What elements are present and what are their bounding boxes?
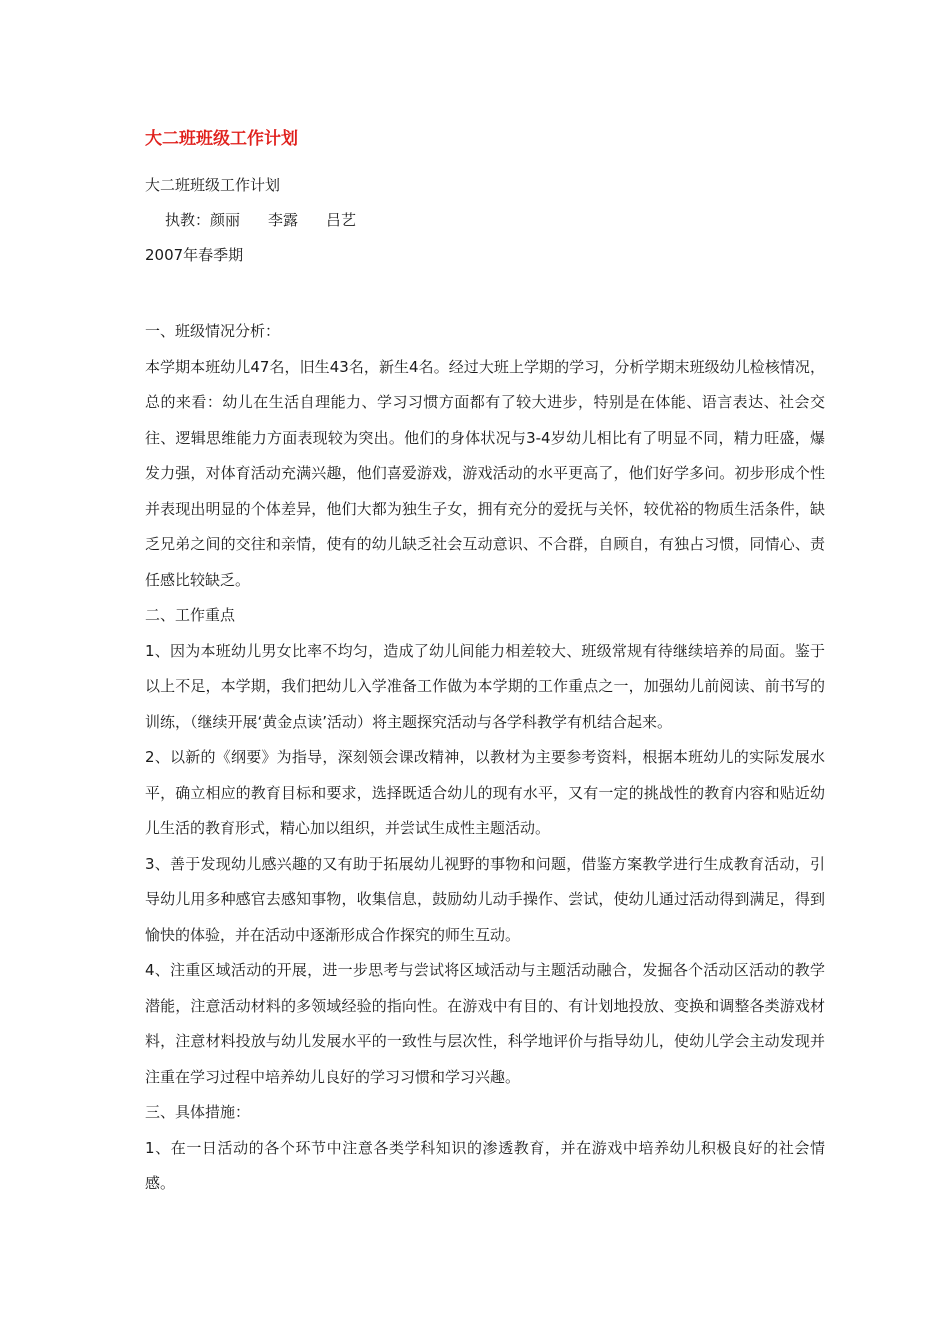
authors-line xyxy=(165,210,356,230)
paragraph: 本学期本班幼儿47名，旧生43名，新生4名。经过大班上学期的学习，分析学期末班级幼儿检核情况，总的来看：幼儿在生活自理能力、学习习惯方面都有了较大进步，特别是在体能、语言表达、社会交往、逻辑思维能力方面表现较为突出。他们的身体状况与3-4岁幼儿相比有了明显不同，精力旺盛，爆发力强，对体育活动充满兴趣，他们喜爱游戏，游戏活动的水平更高了，他们好学多问。初步形成个性并表现出明显的个体差异，他们大都为独生子女，拥有充分的爱抚与关怀，较优裕的物质生活条件，缺乏兄弟之间的交往和亲情，使有的幼儿缺乏社会互动意识、不合群，自顾自，有独占习惯，同情心、责任感比较缺乏。 xyxy=(145,357,825,589)
section-heading: 二、工作重点 xyxy=(145,606,236,624)
author-name: 吕艺 xyxy=(326,211,357,229)
section-heading: 一、班级情况分析： xyxy=(145,322,281,340)
term-line: 2007年春季期 xyxy=(145,246,244,264)
paragraph: 2、以新的《纲要》为指导，深刻领会课改精神，以教材为主要参考资料，根据本班幼儿的实际发展水平，确立相应的教育目标和要求，选择既适合幼儿的现有水平，又有一定的挑战性的教育内容和贴近幼儿生活的教育形式，精心加以组织，并尝试生成性主题活动。 xyxy=(145,748,825,837)
authors-label: 执教：颜丽 xyxy=(165,211,241,229)
document-title: 大二班班级工作计划 xyxy=(145,129,298,149)
section-heading: 三、具体措施： xyxy=(145,1103,251,1121)
paragraph: 1、因为本班幼儿男女比率不均匀，造成了幼儿间能力相差较大、班级常规有待继续培养的局面。鉴于以上不足，本学期，我们把幼儿入学准备工作做为本学期的工作重点之一，加强幼儿前阅读、前书写的训练，（继续开展‘黄金点读’活动）将主题探究活动与各学科教学有机结合起来。 xyxy=(145,641,825,731)
paragraph: 4、注重区域活动的开展，进一步思考与尝试将区域活动与主题活动融合，发掘各个活动区活动的教学潜能，注意活动材料的多领域经验的指向性。在游戏中有目的、有计划地投放、变换和调整各类游戏材料，注意材料投放与幼儿发展水平的一致性与层次性，科学地评价与指导幼儿，使幼儿学会主动发现并注重在学习过程中培养幼儿良好的学习习惯和学习兴趣。 xyxy=(145,961,825,1086)
paragraph: 3、善于发现幼儿感兴趣的又有助于拓展幼儿视野的事物和问题，借鉴方案教学进行生成教育活动，引导幼儿用多种感官去感知事物，收集信息，鼓励幼儿动手操作、尝试，使幼儿通过活动得到满足，得到愉快的体验，并在活动中逐渐形成合作探究的师生互动。 xyxy=(145,854,825,944)
author-name: 李露 xyxy=(268,211,299,229)
paragraph: 1、在一日活动的各个环节中注意各类学科知识的渗透教育，并在游戏中培养幼儿积极良好的社会情感。 xyxy=(145,1138,825,1192)
document-subtitle: 大二班班级工作计划 xyxy=(145,176,281,194)
document-body xyxy=(145,314,825,1202)
